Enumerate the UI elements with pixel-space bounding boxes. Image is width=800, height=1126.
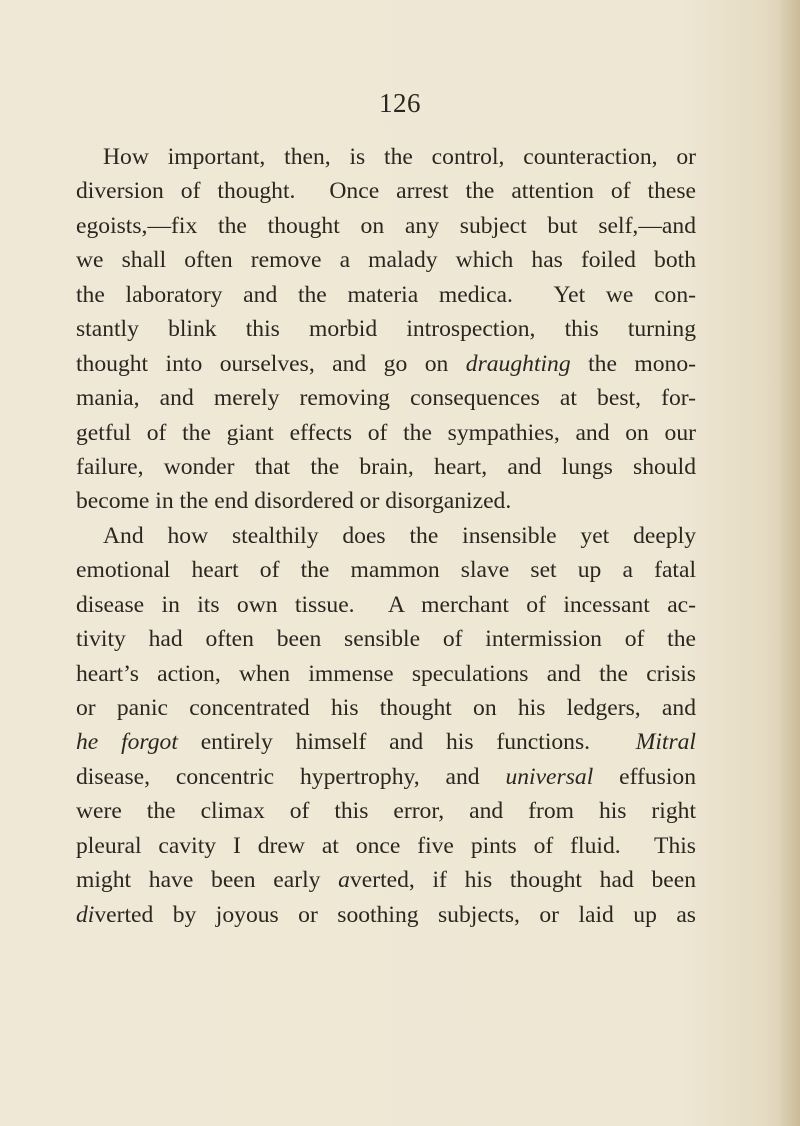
text-run: effusion (593, 763, 696, 790)
text-run: heart’s action, when immense speculations and the crisis (76, 660, 696, 687)
text-run: getful of the giant effects of the sympathies, and on our (76, 419, 696, 446)
text-run: diversion of thought. Once arrest the attention of these (76, 178, 696, 205)
text-run: thought into ourselves, and go on (76, 350, 466, 377)
text-run: the mono- (570, 350, 696, 377)
text-line (76, 691, 696, 725)
text-line (76, 484, 696, 518)
text-line (76, 622, 696, 656)
text-line (76, 140, 696, 174)
text-line (76, 863, 696, 897)
text-line (76, 243, 696, 277)
text-line (76, 209, 696, 243)
text-line (76, 829, 696, 863)
italic-text: he forgot (76, 729, 178, 756)
text-run: the laboratory and the materia medica. Yet we con- (76, 281, 696, 308)
text-line (76, 278, 696, 312)
text-run: mania, and merely removing consequences at best, for- (76, 385, 696, 412)
text-line (76, 794, 696, 828)
italic-text: Mitral (635, 729, 696, 756)
text-line (76, 760, 696, 794)
text-line (76, 519, 696, 553)
text-line (76, 553, 696, 587)
text-run: might have been early (76, 867, 339, 894)
text-run: were the climax of this error, and from his right (76, 798, 696, 825)
text-run: become in the end disordered or disorganized. (76, 488, 512, 515)
italic-text: universal (505, 763, 594, 790)
text-run: we shall often remove a malady which has foiled both (76, 247, 696, 274)
text-run: failure, wonder that the brain, heart, and lungs should (76, 453, 696, 480)
text-line (76, 657, 696, 691)
text-run: entirely himself and his functions. (177, 729, 636, 756)
text-run: egoists,—fix the thought on any subject but self,—and (76, 212, 696, 239)
text-line (76, 416, 696, 450)
text-line (76, 381, 696, 415)
text-run: How important, then, is the control, counteraction, or (103, 144, 696, 170)
italic-text: a (338, 867, 350, 894)
italic-text: draughting (465, 350, 571, 377)
text-run: disease, concentric hypertrophy, and (76, 763, 506, 790)
text-line (76, 725, 696, 759)
text-run: verted by joyous or soothing subjects, or laid up as (94, 901, 696, 928)
page-number: 126 (379, 88, 421, 118)
text-run: emotional heart of the mammon slave set up a fatal (76, 557, 696, 584)
body-text (76, 140, 696, 932)
text-run: pleural cavity I drew at once five pints of fluid. This (76, 832, 696, 859)
text-run: disease in its own tissue. A merchant of incessant ac- (76, 591, 696, 618)
text-run: or panic concentrated his thought on his ledgers, and (76, 695, 696, 721)
text-run: verted, if his thought had been (349, 867, 696, 894)
page-edge-shadow (778, 0, 800, 1126)
text-line (76, 174, 696, 208)
text-line (76, 347, 696, 381)
text-run: stantly blink this morbid introspection, this turning (76, 316, 696, 343)
text-line (76, 898, 696, 932)
text-line (76, 450, 696, 484)
text-line (76, 588, 696, 622)
text-line (76, 312, 696, 346)
text-run: And how stealthily does the insensible yet deeply (103, 522, 696, 549)
text-run: tivity had often been sensible of intermission of the (76, 626, 696, 653)
italic-text: di (76, 901, 95, 928)
